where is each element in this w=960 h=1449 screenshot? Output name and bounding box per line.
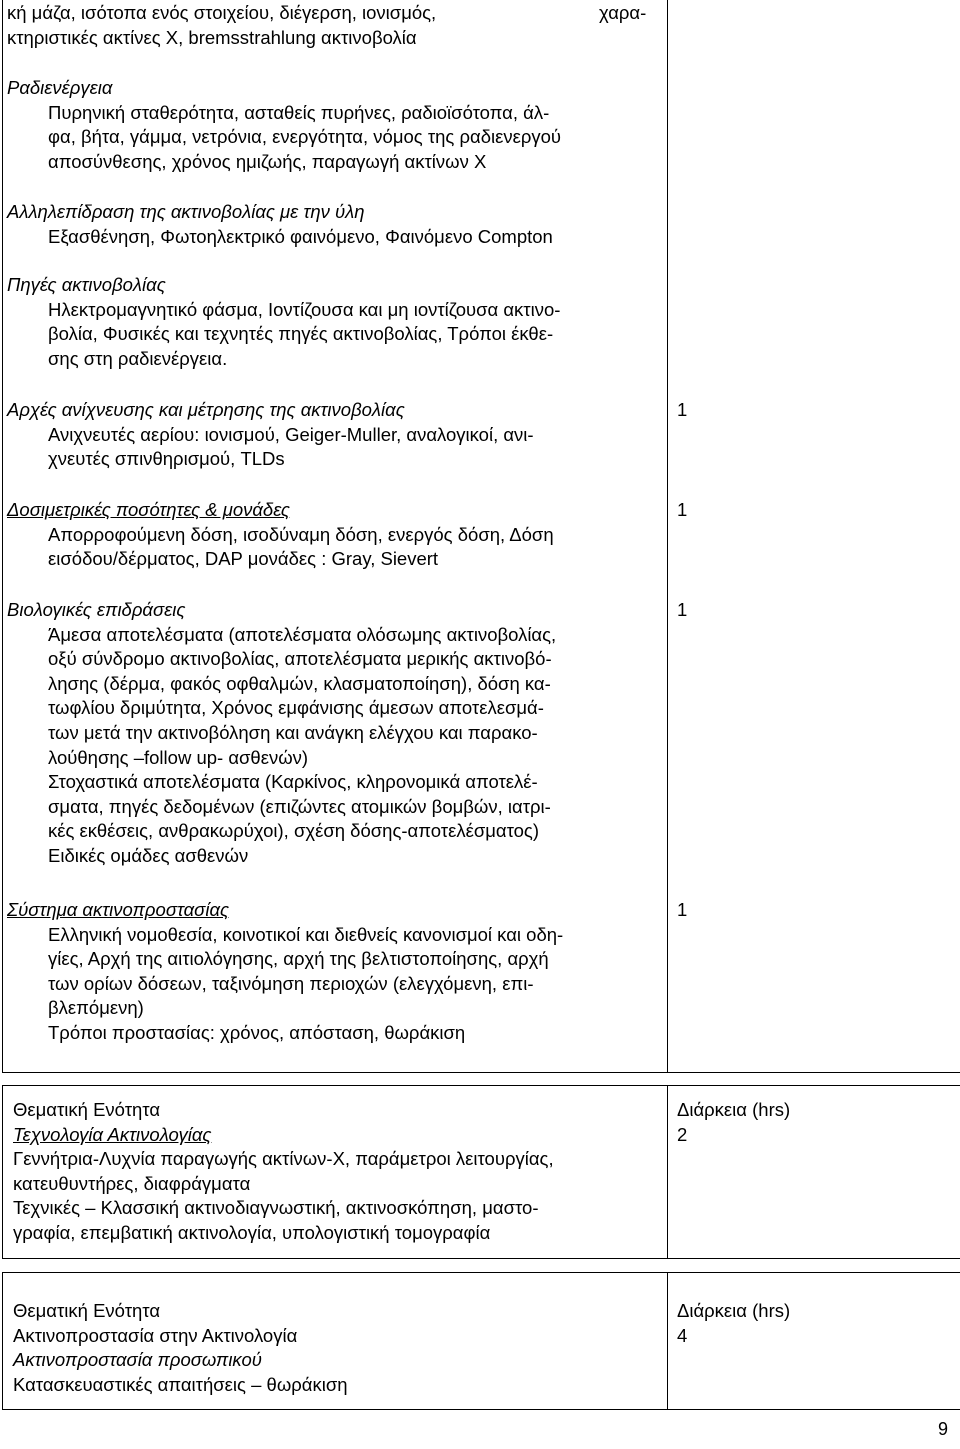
unit-line: κατευθυντήρες, διαφράγματα [13, 1172, 251, 1194]
section-line: Εξασθένηση, Φωτοηλεκτρικό φαινόμενο, Φαινόμενο Compton [48, 225, 553, 247]
page-number: 9 [937, 1419, 948, 1439]
section-radioactivity [7, 76, 664, 174]
section-line: Ανιχνευτές αερίου: ιονισμού, Geiger-Muller, αναλογικοί, ανι- [48, 423, 534, 445]
section-line: Απορροφούμενη δόση, ισοδύναμη δόση, ενεργός δόση, Δόση [48, 523, 554, 545]
table2-content [13, 1098, 658, 1246]
section-heading: Αρχές ανίχνευσης και μέτρησης της ακτινοβολίας [7, 399, 405, 420]
section-line: Ηλεκτρομαγνητικό φάσμα, Ιοντίζουσα και μη ιοντίζουσα ακτινο- [48, 298, 561, 320]
unit-label: Θεματική Ενότητα [13, 1300, 161, 1321]
section-line: Τρόποι προστασίας: χρόνος, απόσταση, θωράκιση [48, 1021, 466, 1043]
section-line: χνευτές σπινθηρισμού, TLDs [48, 448, 285, 470]
section-detection [7, 398, 664, 472]
section-interaction [7, 200, 664, 249]
section-hours: 1 [677, 899, 688, 920]
unit-line: Τεχνικές – Κλασσική ακτινοδιαγνωστική, ακτινοσκόπηση, μαστο- [13, 1197, 539, 1219]
section-heading: Δοσιμετρικές ποσότητες & μονάδες [7, 499, 290, 520]
unit-line: Γεννήτρια-Λυχνία παραγωγής ακτίνων-Χ, παράμετροι λειτουργίας, [13, 1148, 554, 1170]
section-radiation-sources [7, 273, 664, 371]
table3-content [13, 1299, 658, 1397]
unit-hours: 4 [677, 1325, 688, 1346]
section-line: λούθησης –follow up- ασθενών) [48, 746, 309, 768]
section-line: Πυρηνική σταθερότητα, ασταθείς πυρήνες, ραδιοϊσότοπα, άλ- [48, 101, 550, 123]
section-line: τωφλίου δριμύτητα, Χρόνος εμφάνισης άμεσων αποτελεσμά- [48, 697, 544, 719]
unit-hours: 2 [677, 1124, 688, 1145]
column-divider [667, 1273, 668, 1409]
unit-title: Ακτινοπροστασία προσωπικού [13, 1349, 262, 1371]
section-hours: 1 [677, 499, 688, 520]
section-line: βολία, Φυσικές και τεχνητές πηγές ακτινοβολίας, Τρόποι έκθε- [48, 323, 554, 345]
section-line: Ειδικές ομάδες ασθενών [48, 844, 249, 866]
section-line: αποσύνθεσης, χρόνος ημιζωής, παραγωγή ακτίνων Χ [48, 150, 487, 172]
section-heading: Αλληλεπίδραση της ακτινοβολίας με την ύλη [7, 201, 365, 222]
section-hours: 1 [677, 399, 688, 420]
section-line: κές εκθέσεις, ανθρακωρύχοι), σχέση δόσης-αποτελέσματος) [48, 820, 539, 842]
column-divider [667, 0, 668, 1072]
intro-line-a: κή μάζα, ισότοπα ενός στοιχείου, διέγερση, ιονισμός, [7, 2, 437, 23]
section-line: σματα, πηγές δεδομένων (επιζώντες ατομικών βομβών, ιατρι- [48, 795, 551, 817]
section-hours: 1 [677, 599, 688, 620]
section-heading: Σύστημα ακτινοπροστασίας [7, 899, 229, 920]
section-biological-effects [7, 598, 664, 869]
section-line: γίες, Αρχή της αιτιολόγησης, αρχή της βελτιστοποίησης, αρχή [48, 948, 549, 970]
section-radiation-protection [7, 898, 664, 1046]
section-heading: Βιολογικές επιδράσεις [7, 599, 186, 620]
course-name: Ακτινοπροστασία στην Ακτινολογία [13, 1324, 298, 1346]
section-line: Ελληνική νομοθεσία, κοινοτικοί και διεθνείς κανονισμοί και οδη- [48, 923, 564, 945]
intro-text [7, 1, 664, 50]
section-line: εισόδου/δέρματος, DAP μονάδες : Gray, Sievert [48, 548, 439, 570]
section-heading: Ραδιενέργεια [7, 77, 113, 98]
section-line: φα, βήτα, γάμμα, νετρόνια, ενεργότητα, νόμος της ραδιενεργού [48, 126, 562, 148]
section-line: οξύ σύνδρομο ακτινοβολίας, αποτελέσματα μερικής ακτινοβό- [48, 648, 552, 670]
intro-line-b: χαρα- [599, 2, 647, 23]
column-divider [667, 1086, 668, 1258]
unit-label: Θεματική Ενότητα [13, 1099, 161, 1120]
section-line: λησης (δέρμα, φακός οφθαλμών, κλασματοποίηση), δόση κα- [48, 672, 551, 694]
duration-label: Διάρκεια (hrs) [677, 1300, 791, 1321]
section-line: των μετά την ακτινοβόληση και ανάγκη ελέγχου και παρακο- [48, 721, 538, 743]
intro-line: κτηριστικές ακτίνες Χ, bremsstrahlung ακτινοβολία [7, 26, 417, 48]
duration-label: Διάρκεια (hrs) [677, 1099, 791, 1120]
unit-line: γραφία, επεμβατική ακτινολογία, υπολογιστική τομογραφία [13, 1221, 491, 1243]
section-line: βλεπόμενη) [48, 997, 144, 1019]
section-line: σης στη ραδιενέργεια. [48, 347, 228, 369]
intro-line [7, 1, 664, 26]
section-line: Άμεσα αποτελέσματα (αποτελέσματα ολόσωμης ακτινοβολίας, [48, 623, 557, 645]
section-heading: Πηγές ακτινοβολίας [7, 274, 166, 295]
section-dosimetry [7, 498, 664, 572]
section-line: των ορίων δόσεων, ταξινόμηση περιοχών (ελεγχόμενη, επι- [48, 972, 534, 994]
unit-title: Τεχνολογία Ακτινολογίας [13, 1123, 212, 1145]
section-line: Στοχαστικά αποτελέσματα (Καρκίνος, κληρονομικά αποτελέ- [48, 771, 538, 793]
unit-line: Κατασκευαστικές απαιτήσεις – θωράκιση [13, 1373, 348, 1395]
